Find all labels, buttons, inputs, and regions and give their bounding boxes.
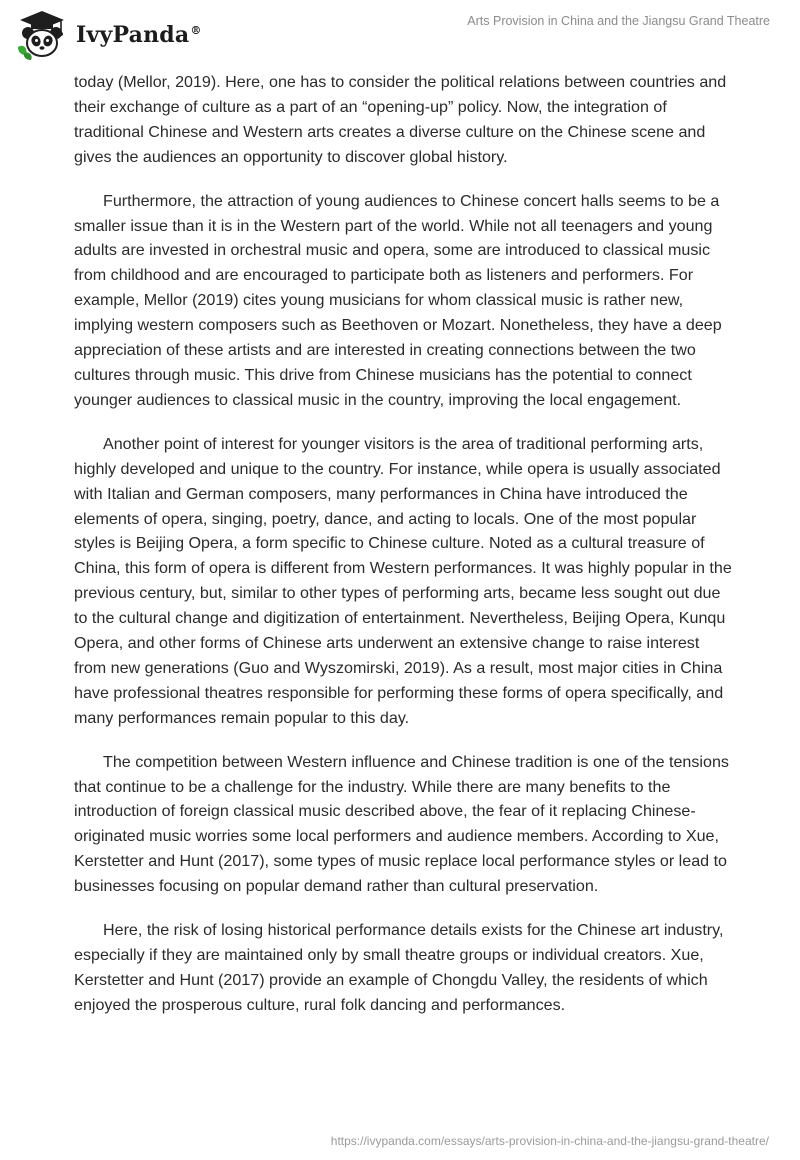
paragraph: Another point of interest for younger visitors is the area of traditional performing arts, highly developed and unique to the country. For instance, while opera is usually associated with Italian and German composers, many performances in China have introduced the elements of opera, singing, poetry, dance, and acting to locals. One of the most popular styles is Beijing Opera, a form specific to Chinese culture. Noted as a cultural treasure of China, this form of opera is different from Western performances. It was highly popular in the previous century, but, similar to other types of performing arts, became less sought out due to the cultural change and digitization of entertainment. Nevertheless, Beijing Opera, Kunqu Opera, and other forms of Chinese arts underwent an extensive change to raise interest from new generations (Guo and Wyszomirski, 2019). As a result, most major cities in China have professional theatres responsible for performing these forms of opera specifically, and many performances remain popular to this day. (74, 434, 732, 727)
paragraph: Furthermore, the attraction of young audiences to Chinese concert halls seems to be a smaller issue than it is in the Western part of the world. While not all teenagers and young adults are invested in orchestral music and opera, some are introduced to classical music from childhood and are encouraged to participate both as listeners and performers. For example, Mellor (2019) cites young musicians for whom classical music is rather new, implying western composers such as Beethoven or Mozart. Nonetheless, they have a deep appreciation of these artists and are interested in creating connections between the two cultures through music. This drive from Chinese musicians has the potential to connect younger audiences to classical music in the country, improving the local engagement. (74, 191, 722, 409)
paragraph: Here, the risk of losing historical performance details exists for the Chinese art industry, especially if they are maintained only by small theatre groups or individual creators. Xue, Kerstetter and Hunt (2017) provide an example of Chongdu Valley, the residents of which enjoyed the prosperous culture, rural folk dancing and performances. (74, 921, 724, 1014)
panda-graduate-icon (14, 9, 70, 61)
paragraph: today (Mellor, 2019). Here, one has to consider the political relations between countries and their exchange of culture as a part of an “opening-up” policy. Now, the integration of traditional Chinese and Western arts creates a diverse culture on the Chinese scene and gives the audiences an opportunity to discover global history. (74, 73, 727, 166)
brand-name: IvyPanda® (76, 22, 202, 48)
paragraph: The competition between Western influence and Chinese tradition is one of the tensions that continue to be a challenge for the industry. While there are many benefits to the introduction of foreign classical music described above, the fear of it replacing Chinese-originated music worries some local performers and audience members. According to Xue, Kerstetter and Hunt (2017), some types of music replace local performance styles or lead to businesses focusing on popular demand rather than cultural preservation. (74, 752, 729, 896)
page-header (0, 0, 800, 66)
registered-mark: ® (190, 23, 202, 37)
ivypanda-logo[interactable] (14, 9, 202, 61)
source-url-link[interactable]: https://ivypanda.com/essays/arts-provision-in-china-and-the-jiangsu-grand-theatre/ (330, 1134, 769, 1148)
document-title: Arts Provision in China and the Jiangsu Grand Theatre (467, 14, 770, 28)
essay-body (74, 70, 734, 1037)
